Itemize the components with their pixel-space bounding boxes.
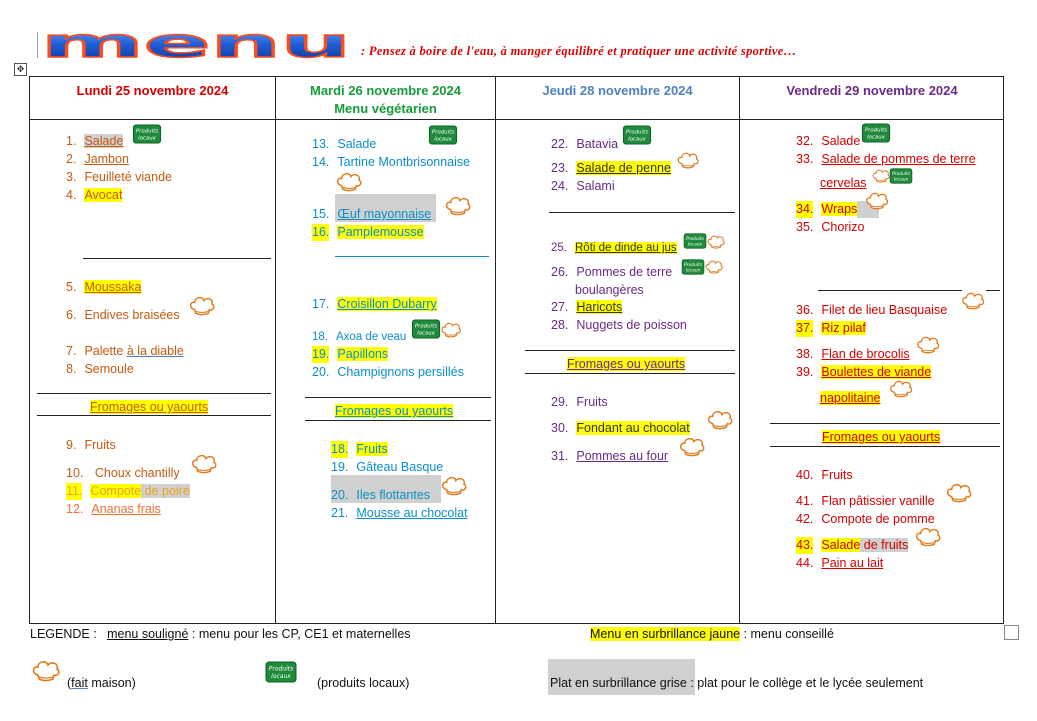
chef-hat-icon xyxy=(706,410,734,430)
menu-item-6: 6. Endives braisées xyxy=(66,308,180,322)
menu-item-33: 33. Salade de pommes de terre xyxy=(796,152,976,166)
menu-item-20-dessert: 20. Iles flottantes xyxy=(331,488,431,502)
menu-item-41: 41. Flan pâtissier vanille xyxy=(796,494,935,508)
menu-item-32: 32. Salade xyxy=(796,134,861,148)
menu-item-2: 2. Jambon xyxy=(66,152,129,166)
chef-hat-icon xyxy=(914,527,942,547)
menu-item-18: 18. Axoa de veau xyxy=(312,331,407,343)
menu-item-25: 25. Rôti de dinde au jus xyxy=(551,242,677,254)
menu-item-9: 9. Fruits xyxy=(66,438,116,452)
menu-logo xyxy=(37,30,355,60)
menu-item-10: 10. Choux chantilly xyxy=(66,466,180,480)
produits-locaux-badge-icon xyxy=(681,259,705,275)
legend-underline: LEGENDE : menu souligné : menu pour les CP, CE1 et maternelles xyxy=(30,627,411,641)
chef-hat-icon xyxy=(335,172,363,192)
menu-item-42: 42. Compote de pomme xyxy=(796,512,935,526)
legend-yellow: Menu en surbrillance jaune : menu conseillé xyxy=(590,627,834,641)
menu-item-14: 14. Tartine Montbrisonnaise xyxy=(312,155,471,169)
menu-item-18-dessert: 18. Fruits xyxy=(331,442,388,456)
table-move-handle[interactable]: ✥ xyxy=(14,63,27,76)
menu-item-29: 29. Fruits xyxy=(551,395,608,409)
menu-item-34: 34. Wraps xyxy=(796,201,879,218)
legend-grey: Plat en surbrillance grise : plat pour le collège et le lycée seulement xyxy=(550,676,924,690)
produits-locaux-badge-icon xyxy=(683,233,707,249)
produits-locaux-badge-icon xyxy=(428,125,458,145)
menu-item-5: 5. Moussaka xyxy=(66,280,142,294)
menu-item-23: 23. Salade de penne xyxy=(551,161,671,175)
chef-hat-icon xyxy=(678,437,706,457)
menu-item-15: 15. Œuf mayonnaise xyxy=(312,207,432,221)
fromages-jeudi: Fromages ou yaourts xyxy=(567,357,686,371)
menu-item-1: 1. Salade xyxy=(66,134,124,148)
menu-item-22: 22. Batavia xyxy=(551,137,619,151)
chef-hat-icon xyxy=(440,476,468,496)
menu-item-12: 12. Ananas frais xyxy=(66,502,161,516)
chef-hat-icon xyxy=(31,660,61,682)
menu-item-7: 7. Palette à la diable xyxy=(66,344,184,358)
fromages-vendredi: Fromages ou yaourts xyxy=(822,430,941,444)
menu-item-21: 21. Mousse au chocolat xyxy=(331,506,468,520)
legend-produits-locaux: (produits locaux) xyxy=(317,676,410,690)
produits-locaux-badge-icon xyxy=(889,168,913,184)
menu-item-19-dessert: 19. Gâteau Basque xyxy=(331,460,444,474)
menu-item-24: 24. Salami xyxy=(551,179,615,193)
menu-item-35: 35. Chorizo xyxy=(796,220,865,234)
vegetarian-subtitle: Menu végétarien xyxy=(334,101,437,116)
menu-item-27: 27. Haricots xyxy=(551,300,623,314)
menu-item-43: 43. Salade de fruits xyxy=(796,538,909,552)
day-header-lundi: Lundi 25 novembre 2024 xyxy=(76,83,229,98)
chef-hat-icon xyxy=(888,380,914,398)
menu-item-8: 8. Semoule xyxy=(66,362,134,376)
day-header-mardi: Mardi 26 novembre 2024 Menu végétarien xyxy=(309,83,462,116)
menu-item-3: 3. Feuilleté viande xyxy=(66,170,172,184)
menu-item-39: 39. Boulettes de viande xyxy=(796,365,932,379)
svg-text:menu: menu xyxy=(41,30,351,60)
menu-item-16: 16. Pamplemousse xyxy=(312,225,424,239)
resize-handle[interactable] xyxy=(1004,625,1019,640)
produits-locaux-badge-icon xyxy=(622,125,652,145)
fromages-mardi: Fromages ou yaourts xyxy=(335,404,454,418)
menu-item-30: 30. Fondant au chocolat xyxy=(551,421,690,435)
menu-item-38: 38. Flan de brocolis xyxy=(796,347,910,361)
menu-item-17: 17. Croisillon Dubarry xyxy=(312,297,437,311)
legend-fait-maison: (fait maison) xyxy=(67,676,136,690)
menu-item-31: 31. Pommes au four xyxy=(551,449,669,463)
chef-hat-icon xyxy=(960,292,986,310)
chef-hat-icon xyxy=(871,169,891,183)
menu-item-39-line2: napolitaine xyxy=(820,391,881,405)
menu-item-28: 28. Nuggets de poisson xyxy=(551,318,687,332)
chef-hat-icon xyxy=(864,192,890,210)
chef-hat-icon xyxy=(945,483,973,503)
chef-hat-icon xyxy=(915,336,941,354)
chef-hat-icon xyxy=(440,322,462,338)
menu-item-33-line2: cervelas xyxy=(820,176,867,190)
menu-item-40: 40. Fruits xyxy=(796,468,853,482)
menu-item-44: 44. Pain au lait xyxy=(796,556,884,570)
menu-item-20: 20. Champignons persillés xyxy=(312,365,464,379)
day-header-vendredi: Vendredi 29 novembre 2024 xyxy=(786,83,958,98)
menu-item-26: 26. Pommes de terre xyxy=(551,265,673,279)
menu-item-19: 19. Papillons xyxy=(312,347,389,361)
menu-item-36: 36. Filet de lieu Basquaise xyxy=(796,303,948,317)
menu-item-26-line2: boulangères xyxy=(575,283,644,297)
fromages-lundi: Fromages ou yaourts xyxy=(90,400,209,414)
chef-hat-icon xyxy=(190,454,218,474)
produits-locaux-badge-icon xyxy=(411,319,441,339)
day-header-jeudi: Jeudi 28 novembre 2024 xyxy=(542,83,693,98)
produits-locaux-badge-icon xyxy=(265,661,297,683)
menu-item-4: 4. Avocat xyxy=(66,188,123,202)
produits-locaux-badge-icon xyxy=(861,123,891,143)
chef-hat-icon xyxy=(444,196,472,216)
menu-item-37: 37. Riz pilaf xyxy=(796,321,866,335)
chef-hat-icon xyxy=(676,152,700,169)
chef-hat-icon xyxy=(704,260,724,274)
menu-item-13: 13. Salade xyxy=(312,137,377,151)
tagline: : Pensez à boire de l'eau, à manger équilibré et pratiquer une activité sportive… xyxy=(361,44,797,58)
chef-hat-icon xyxy=(188,296,216,316)
chef-hat-icon xyxy=(706,235,726,249)
menu-item-11: 11. Compote de poire xyxy=(66,484,190,498)
produits-locaux-badge-icon xyxy=(132,124,162,144)
